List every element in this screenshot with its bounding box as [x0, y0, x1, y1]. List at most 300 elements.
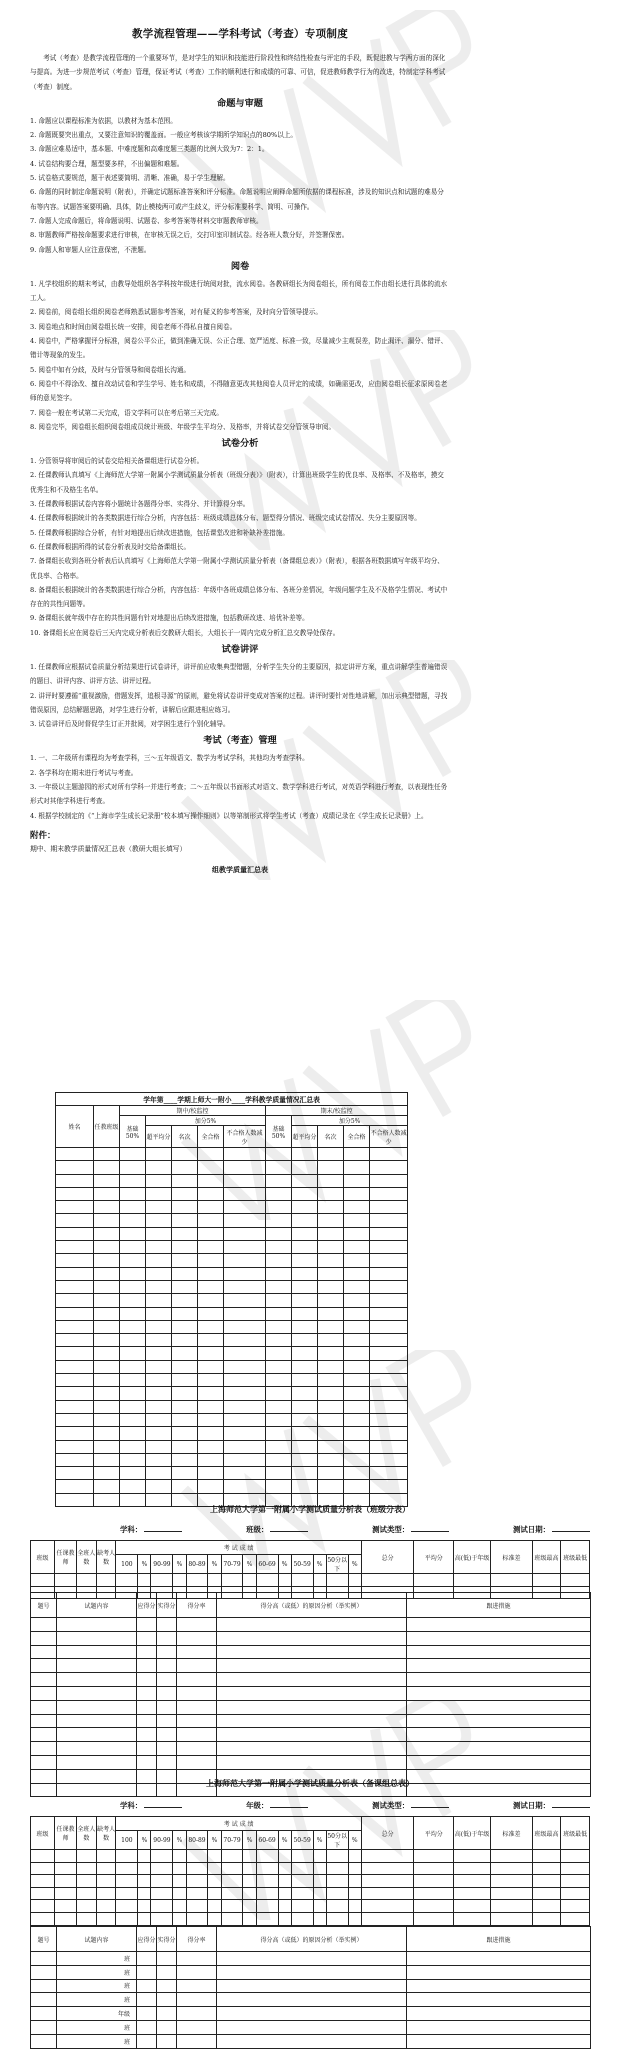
- table-cell: [31, 1618, 57, 1632]
- table-row: [56, 1241, 408, 1254]
- table-cell: [370, 1161, 408, 1174]
- table-cell: [137, 1645, 157, 1659]
- table-cell: [344, 1214, 370, 1227]
- table-cell: [177, 1755, 217, 1769]
- section-item: 4. 根据学校制定的《“上海市学生成长记录册”校本填写操作细则》以等第制形式将学生考试（考查）成绩记录在《学生成长记录册》上。: [30, 811, 428, 820]
- table-cell: [224, 1374, 266, 1387]
- table-cell: [198, 1427, 224, 1440]
- header-sum: 总分: [361, 1541, 414, 1574]
- table-cell: [326, 1862, 348, 1875]
- header-absent: 缺考人数: [96, 1817, 116, 1850]
- table-cell: [217, 1659, 407, 1673]
- table-cell: [318, 1227, 344, 1240]
- table-cell: [137, 2007, 157, 2021]
- table-cell: [94, 1440, 120, 1453]
- summary-table: [55, 1092, 408, 1507]
- table-cell: [370, 1241, 408, 1254]
- table-cell: [138, 1900, 151, 1913]
- table-cell: [407, 1645, 591, 1659]
- table-cell: [208, 1875, 221, 1888]
- table-cell: [278, 1850, 291, 1863]
- table-cell: [137, 1755, 157, 1769]
- header-absent: 缺考人数: [96, 1541, 116, 1574]
- section-item: 8. 备课组长根据统计的各类数据进行综合分析，内容包括：年级中各班成绩总体分布、各班分差情况，年级问题学生及不及格学生情况、考试中存在的共性问题等。: [30, 585, 448, 609]
- table-cell: [361, 1912, 414, 1925]
- table-cell: [344, 1267, 370, 1280]
- section-item: 2. 命题既要突出重点，又要注意知识的覆盖面。一般应考核该学期所学知识点的80%以上。: [30, 131, 298, 140]
- table-cell: [221, 1850, 243, 1863]
- table-cell: [407, 1993, 591, 2007]
- table-cell: [414, 1862, 453, 1875]
- header-class: 班级: [31, 1817, 55, 1850]
- table-cell: [370, 1174, 408, 1187]
- table-cell: [57, 1700, 137, 1714]
- table-cell: [266, 1400, 292, 1413]
- table-cell: [146, 1227, 172, 1240]
- table-cell: [256, 1875, 278, 1888]
- table-cell: [256, 1900, 278, 1913]
- table-cell: [198, 1360, 224, 1373]
- table-cell: [186, 1900, 208, 1913]
- table-cell: [318, 1241, 344, 1254]
- table-cell: [224, 1148, 266, 1161]
- table-cell: [56, 1294, 94, 1307]
- table-cell: [120, 1161, 146, 1174]
- table-cell: [116, 1900, 138, 1913]
- header-avg: 平均分: [414, 1541, 453, 1574]
- table-cell: [56, 1374, 94, 1387]
- table-cell: [266, 1307, 292, 1320]
- table-cell: [217, 1952, 407, 1966]
- table-row: [56, 1254, 408, 1267]
- table-cell: [157, 1979, 177, 1993]
- section-item: 3. 任课教师根据试卷内容将小题统计各题得分率、实得分、并计算得分率。: [30, 500, 250, 509]
- table-cell: [120, 1387, 146, 1400]
- table-cell: [57, 1755, 137, 1769]
- table-row: [56, 1294, 408, 1307]
- table-cell: [172, 1467, 198, 1480]
- table-cell: [370, 1387, 408, 1400]
- table-cell: [56, 1400, 94, 1413]
- table-cell: [137, 1742, 157, 1756]
- table-cell: [177, 1952, 217, 1966]
- table-cell: [120, 1254, 146, 1267]
- table-cell: [173, 1862, 186, 1875]
- table-cell: [291, 1850, 313, 1863]
- header-total: 全班人数: [77, 1541, 97, 1574]
- table-cell: [94, 1334, 120, 1347]
- table-row: [56, 1467, 408, 1480]
- table-cell: [31, 2034, 57, 2048]
- table-row: [31, 1618, 591, 1632]
- table-cell: [94, 1453, 120, 1466]
- table-cell: [326, 1875, 348, 1888]
- table-cell: [217, 1700, 407, 1714]
- table-row: [31, 1875, 590, 1888]
- table-cell: [56, 1148, 94, 1161]
- table-cell: [344, 1201, 370, 1214]
- table-cell: [292, 1467, 318, 1480]
- table-cell: [217, 1645, 407, 1659]
- table-row: [31, 1912, 590, 1925]
- table-cell: [491, 1850, 533, 1863]
- intro-paragraph: 考试（考查）是教学流程管理的一个重要环节，是对学生的知识和技能进行阶段性和终结性检查与评定的手段，既促进教与学两方面的深化与提高。为进一步规范考试（考查）管理，保证考试（考查）工作的顺利进行和成绩的可靠、可信，促进教师教学行为的改进，特制定学科考试（考查）制度。: [30, 54, 446, 91]
- table-cell: [137, 1659, 157, 1673]
- table-cell: [94, 1427, 120, 1440]
- table-cell: [326, 1850, 348, 1863]
- table-cell: [348, 1912, 361, 1925]
- table-cell: [344, 1148, 370, 1161]
- table-cell: [266, 1360, 292, 1373]
- table-cell: [146, 1254, 172, 1267]
- table-cell: [120, 1347, 146, 1360]
- table-cell: [243, 1875, 256, 1888]
- col-fail: 不合格人数减少: [224, 1126, 266, 1148]
- table-cell: [146, 1201, 172, 1214]
- table-cell: [407, 1728, 591, 1742]
- table-cell: [318, 1294, 344, 1307]
- section-heading: 考试（考查）管理: [203, 735, 277, 747]
- table-cell: [326, 1887, 348, 1900]
- table-cell: [344, 1413, 370, 1426]
- table-cell: [344, 1427, 370, 1440]
- table-cell: [172, 1360, 198, 1373]
- table-cell: [318, 1440, 344, 1453]
- table-cell: [157, 1686, 177, 1700]
- table-cell: [278, 1912, 291, 1925]
- table-cell: [292, 1320, 318, 1333]
- table-cell: [243, 1574, 256, 1587]
- section-item: 4. 试卷结构要合理，题型要多样，不出偏题和难题。: [30, 159, 184, 168]
- table-cell: [137, 1618, 157, 1632]
- table-cell: [157, 1618, 177, 1632]
- table-cell: [344, 1374, 370, 1387]
- table-cell: [217, 1686, 407, 1700]
- table-cell: [120, 1201, 146, 1214]
- header-max: 班级最高: [532, 1817, 560, 1850]
- table-cell: [177, 1728, 217, 1742]
- table-cell: [407, 1965, 591, 1979]
- table-cell: [186, 1875, 208, 1888]
- section-item: 1. 任课教师应根据试卷质量分析结果进行试卷讲评，讲评前应收集典型错题，分析学生失分的主要原因，拟定讲评方案，重点讲解学生普遍错误的题目、讲评内容、讲评方法、讲评过程。: [30, 662, 448, 686]
- table-cell: [292, 1267, 318, 1280]
- header-measure: 跟进措施: [407, 1927, 591, 1952]
- table-cell: [157, 1673, 177, 1687]
- table-cell: [77, 1862, 97, 1875]
- meta-subject: 学科：: [120, 1525, 143, 1534]
- table-cell: [221, 1875, 243, 1888]
- table-cell: [370, 1440, 408, 1453]
- table-cell: [370, 1294, 408, 1307]
- table-cell: [146, 1241, 172, 1254]
- header-rate: 高(低)于年级: [453, 1541, 490, 1574]
- table-cell: [313, 1912, 326, 1925]
- table-cell: [172, 1347, 198, 1360]
- table-cell: [172, 1320, 198, 1333]
- table-cell: [198, 1334, 224, 1347]
- table-cell: [224, 1280, 266, 1293]
- table-row: [31, 1952, 591, 1966]
- table-cell: [120, 1320, 146, 1333]
- table-cell: [57, 1728, 137, 1742]
- class-table-title: 上海师范大学第一附属小学测试质量分析表（班级分表）: [210, 1504, 410, 1514]
- table-cell: [172, 1307, 198, 1320]
- table-cell: [370, 1467, 408, 1480]
- table-cell: [198, 1227, 224, 1240]
- table-cell: [292, 1174, 318, 1187]
- table-cell: [370, 1413, 408, 1426]
- table-cell: [186, 1850, 208, 1863]
- table-cell: [146, 1267, 172, 1280]
- table-row: [31, 1755, 591, 1769]
- section-item: 2. 任课教师认真填写《上海师范大学第一附属小学测试质量分析表（班级分表）》（附表），计算出班级学生的优良率、及格率、不及格率，摸交优秀生和不及格生名单。: [30, 471, 444, 494]
- table-cell: [208, 1887, 221, 1900]
- table-cell: [344, 1387, 370, 1400]
- appendix-note: 期中、期末教学质量情况汇总表（教研大组长填写）: [30, 844, 187, 853]
- header-class: 班级: [31, 1541, 55, 1574]
- table-cell: [318, 1174, 344, 1187]
- table-cell: [57, 1631, 137, 1645]
- table-cell: [348, 1850, 361, 1863]
- table-cell: [137, 1965, 157, 1979]
- table-cell: [77, 1574, 97, 1587]
- table-row: [56, 1267, 408, 1280]
- table-cell: [224, 1161, 266, 1174]
- table-cell: [491, 1875, 533, 1888]
- table-cell: [173, 1850, 186, 1863]
- table-cell: [344, 1400, 370, 1413]
- table-cell: [56, 1427, 94, 1440]
- table-cell: [96, 1850, 116, 1863]
- table-row: [56, 1387, 408, 1400]
- table-cell: [318, 1400, 344, 1413]
- table-cell: [172, 1148, 198, 1161]
- col-rank: 名次: [318, 1126, 344, 1148]
- table-cell: [313, 1850, 326, 1863]
- table-cell: [177, 1673, 217, 1687]
- table-cell: [217, 2020, 407, 2034]
- table-cell: [344, 1334, 370, 1347]
- table-cell: [57, 1686, 137, 1700]
- table-cell: [561, 1862, 590, 1875]
- table-row: [31, 1965, 591, 1979]
- table-cell: [266, 1440, 292, 1453]
- table-cell: [407, 1700, 591, 1714]
- table-cell: [55, 1887, 77, 1900]
- table-cell: [94, 1400, 120, 1413]
- table-cell: [120, 1307, 146, 1320]
- table-cell: [292, 1201, 318, 1214]
- table-cell: [407, 1952, 591, 1966]
- table-cell: [256, 1887, 278, 1900]
- header-band: 50-59: [291, 1555, 313, 1574]
- table-cell: [266, 1480, 292, 1493]
- table-cell: [94, 1148, 120, 1161]
- table-cell: [137, 1993, 157, 2007]
- table-cell: [94, 1387, 120, 1400]
- table-cell: [120, 1187, 146, 1200]
- table-cell: [172, 1427, 198, 1440]
- table-cell: [138, 1850, 151, 1863]
- table-row: [31, 2007, 591, 2021]
- table-cell: [94, 1161, 120, 1174]
- header-band: 80-89: [186, 1831, 208, 1850]
- table-row: [56, 1347, 408, 1360]
- table-cell: [344, 1254, 370, 1267]
- sections: [30, 94, 450, 823]
- table-cell: [291, 1875, 313, 1888]
- table-cell: [453, 1912, 490, 1925]
- col-plus5: 加分5%: [292, 1116, 408, 1126]
- table-cell: [224, 1267, 266, 1280]
- table-cell: [318, 1453, 344, 1466]
- table-cell: [217, 1993, 407, 2007]
- table-cell: [370, 1201, 408, 1214]
- table-cell: [31, 1700, 57, 1714]
- table-cell: [56, 1320, 94, 1333]
- table-cell: [173, 1912, 186, 1925]
- table-cell: [256, 1574, 278, 1587]
- table-cell: [453, 1850, 490, 1863]
- table-cell: [291, 1900, 313, 1913]
- table-cell: [221, 1900, 243, 1913]
- table-cell: [318, 1467, 344, 1480]
- header-band: 80-89: [186, 1555, 208, 1574]
- table-cell: [120, 1400, 146, 1413]
- table-cell: [266, 1387, 292, 1400]
- table-cell: [318, 1320, 344, 1333]
- table-cell: [146, 1440, 172, 1453]
- table-cell: [56, 1453, 94, 1466]
- table-cell: [56, 1467, 94, 1480]
- section-item: 5. 任课教师根据综合分析，有针对地提出后续改进措施，包括课堂改进和补缺补差措施。: [30, 528, 289, 537]
- table-cell: [318, 1413, 344, 1426]
- table-cell: [414, 1900, 453, 1913]
- table-cell: [224, 1254, 266, 1267]
- section-item: 8. 阅卷完毕，阅卷组长组织阅卷组成员统计班级、年级学生平均分、及格率，并将试卷交分管领导审阅。: [30, 422, 336, 431]
- table-cell: [173, 1875, 186, 1888]
- table-cell: [370, 1480, 408, 1493]
- table-cell: [491, 1912, 533, 1925]
- header-content: 试题内容: [57, 1593, 137, 1618]
- table-cell: [116, 1850, 138, 1863]
- table-cell: [561, 1900, 590, 1913]
- table-cell: [186, 1912, 208, 1925]
- table-cell: [348, 1887, 361, 1900]
- table-cell: [172, 1413, 198, 1426]
- table-cell: [407, 1659, 591, 1673]
- class-score-table: [30, 1540, 590, 1599]
- table-cell: [370, 1267, 408, 1280]
- section-item: 2. 讲评时要遵循“重视激励，借题发挥，追根寻源”的原则，避免将试卷讲评变成对答案的过程。讲评时要针对性地讲解，加出示典型错题，寻找错误原因，总结解题思路，对学生进行分析，讲解后应跟进相应练习。: [30, 691, 448, 714]
- table-cell: [77, 1875, 97, 1888]
- table-cell: [56, 1440, 94, 1453]
- table-cell: [491, 1862, 533, 1875]
- table-cell: [407, 1686, 591, 1700]
- table-cell: [94, 1241, 120, 1254]
- table-cell: [120, 1214, 146, 1227]
- table-cell: [224, 1320, 266, 1333]
- table-cell: [407, 1673, 591, 1687]
- table-cell: [292, 1427, 318, 1440]
- table-cell: [172, 1440, 198, 1453]
- table-cell: [172, 1374, 198, 1387]
- table-cell: [116, 1912, 138, 1925]
- table-cell: [198, 1453, 224, 1466]
- section-item: 1. 命题应以课程标准为依据，以教材为基本范围。: [30, 116, 177, 125]
- table-cell: [224, 1174, 266, 1187]
- header-pct: %: [313, 1555, 326, 1574]
- table-cell: [198, 1400, 224, 1413]
- table-row: [56, 1334, 408, 1347]
- table-cell: [198, 1347, 224, 1360]
- table-cell: [370, 1427, 408, 1440]
- table-cell: [318, 1334, 344, 1347]
- table-cell: [151, 1574, 173, 1587]
- group-score-table: [30, 1816, 590, 1926]
- header-band: 50分以下: [326, 1555, 348, 1574]
- table-cell: [344, 1320, 370, 1333]
- table-cell: [344, 1241, 370, 1254]
- table-cell: [172, 1400, 198, 1413]
- header-row: [31, 1593, 591, 1618]
- table-cell: [266, 1294, 292, 1307]
- class-label: 年级: [57, 2007, 137, 2021]
- table-cell: [344, 1280, 370, 1293]
- table-cell: [120, 1148, 146, 1161]
- table-cell: [266, 1280, 292, 1293]
- table-cell: [157, 1659, 177, 1673]
- table-row: [56, 1413, 408, 1426]
- meta-type: 测试类型：: [372, 1525, 410, 1534]
- table-cell: [31, 1574, 55, 1587]
- table-cell: [344, 1480, 370, 1493]
- table-cell: [318, 1374, 344, 1387]
- header-pct: %: [208, 1831, 221, 1850]
- table-cell: [361, 1574, 414, 1587]
- header-band: 100: [116, 1555, 138, 1574]
- table-cell: [31, 1631, 57, 1645]
- table-cell: [31, 2007, 57, 2021]
- table-cell: [292, 1453, 318, 1466]
- table-cell: [146, 1280, 172, 1293]
- table-cell: [370, 1360, 408, 1373]
- table-cell: [292, 1307, 318, 1320]
- table-cell: [137, 1952, 157, 1966]
- section-item: 10. 备课组长应在阅卷后三天内完成分析表后交教研大组长，大组长于一周内完成分析汇总交教导处保存。: [30, 628, 340, 637]
- table-cell: [318, 1161, 344, 1174]
- table-row: [56, 1360, 408, 1373]
- header-pct: %: [173, 1555, 186, 1574]
- table-cell: [532, 1574, 560, 1587]
- table-cell: [208, 1862, 221, 1875]
- table-cell: [137, 1673, 157, 1687]
- table-row: [56, 1480, 408, 1493]
- table-cell: [94, 1347, 120, 1360]
- table-cell: [348, 1900, 361, 1913]
- table-cell: [172, 1334, 198, 1347]
- table-cell: [94, 1254, 120, 1267]
- table-cell: [198, 1148, 224, 1161]
- table-cell: [243, 1912, 256, 1925]
- table-cell: [56, 1480, 94, 1493]
- table-cell: [292, 1161, 318, 1174]
- table-cell: [348, 1875, 361, 1888]
- table-cell: [172, 1294, 198, 1307]
- table-cell: [318, 1427, 344, 1440]
- header-pct: %: [173, 1831, 186, 1850]
- table-cell: [370, 1254, 408, 1267]
